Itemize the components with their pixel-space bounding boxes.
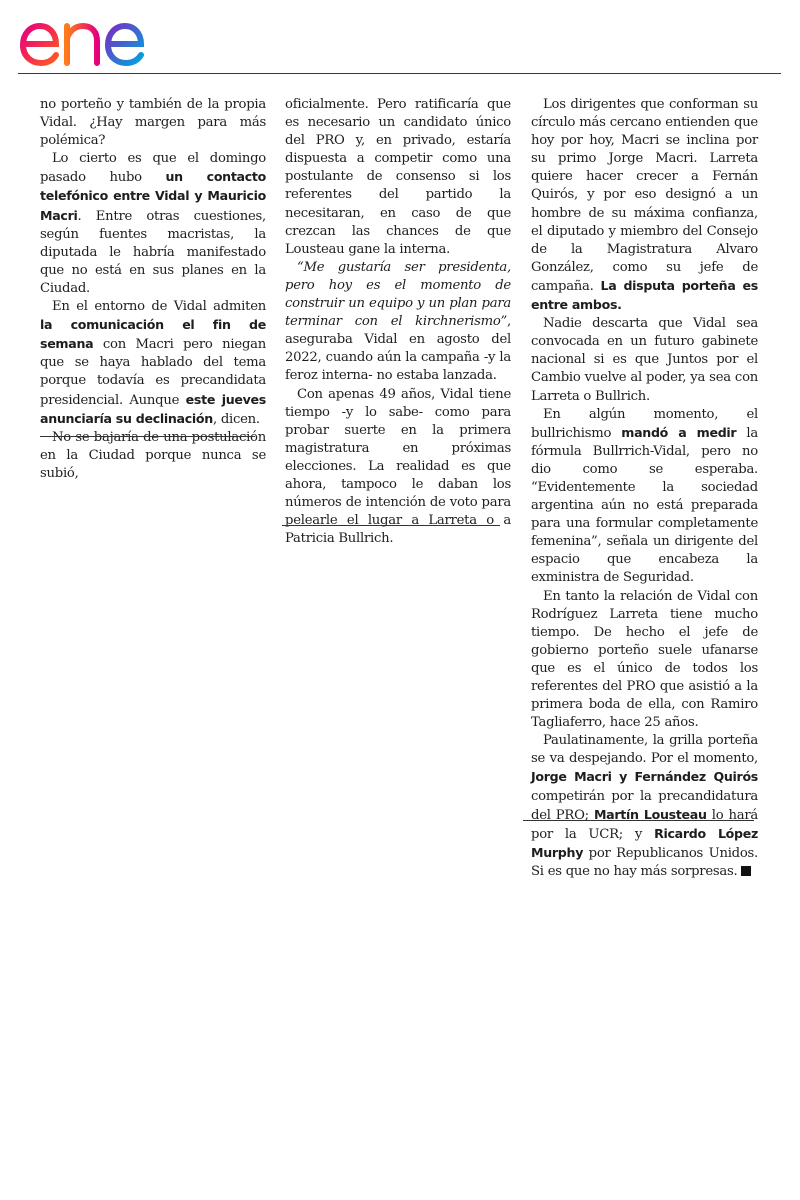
highlight: un contacto telefónico entre Vidal y Mauricio Macri xyxy=(40,169,266,223)
column-3-end-rule xyxy=(523,820,754,821)
enel-logo-text: enel xyxy=(18,6,21,7)
paragraph: Nadie descarta que Vidal sea convocada en un futuro gabinete nacional si es que Juntos por el Cambio vuelve al poder, ya sea con Larreta o Bullrich. xyxy=(531,316,758,404)
highlight: Martín Lousteau xyxy=(593,806,707,822)
highlight: La disputa porteña es entre ambos. xyxy=(531,277,758,313)
header-divider xyxy=(18,73,781,74)
article-column-3 xyxy=(531,96,758,881)
paragraph: En algún momento, el bullrichismo mandó a medir la fórmula Bullrrich-Vidal, pero no dio como se esperaba. “Evidentemente la sociedad argentina aún no está preparada para una formular completamente femenina”, señala un dirigente del espacio que encabeza la exministra de Seguridad. xyxy=(531,406,758,586)
paragraph: Lo cierto es que el domingo pasado hubo un contacto telefónico entre Vidal y Mauricio Macri. Entre otras cuestiones, según fuentes macristas, la diputada le habría manifestado que no está en sus planes en la Ciudad. xyxy=(40,151,266,296)
paragraph: Paulatinamente, la grilla porteña se va despejando. Por el momento, Jorge Macri y Fernández Quirós competirán por la precandidatura del PRO; Martín Lousteau lo hará por la UCR; y Ricardo López Murphy por Republicanos Unidos. Si es que no hay más sorpresas. xyxy=(531,733,759,879)
paragraph: En tanto la relación de Vidal con Rodríguez Larreta tiene mucho tiempo. De hecho el jefe de gobierno porteño suele ufanarse que es el único de todos los referentes del PRO que asistió a la primera boda de ella, con Ramiro Tagliaferro, hace 25 años. xyxy=(531,588,758,731)
paragraph: no porteño y también de la propia Vidal. ¿Hay margen para más polémica? xyxy=(40,97,266,149)
quote: “Me gustaría ser presidenta, pero hoy es el momento de construir un equipo y un plan para terminar con el kirchnerismo” xyxy=(285,259,511,330)
paragraph: No se bajaría de una postulación en la Ciudad porque nunca se subió, xyxy=(40,429,266,481)
paragraph: Con apenas 49 años, Vidal tiene tiempo -y lo sabe- como para probar suerte en la primera magistratura en próximas elecciones. La realidad es que ahora, tampoco le daban los números de intención de voto para pelearle el lugar a Larreta o a Patricia Bullrich. xyxy=(285,386,511,547)
highlight: la comunicación el fin de semana xyxy=(40,317,266,352)
highlight: mandó a medir xyxy=(621,424,737,440)
column-1-end-rule xyxy=(40,436,255,437)
highlight: Ricardo López Murphy xyxy=(531,825,759,860)
end-of-article-mark xyxy=(741,866,751,876)
article-column-1 xyxy=(40,96,266,483)
highlight: este jueves anunciaría su declinación xyxy=(40,391,266,426)
paragraph: oficialmente. Pero ratificaría que es necesario un candidato único del PRO y, en privado, estaría dispuesta a competir como una postulante de consenso si los referentes del partido la necesitaran, en caso de que crezcan las chances de que Lousteau gane la interna. xyxy=(285,97,511,257)
paragraph: Los dirigentes que conforman su círculo más cercano entienden que hoy por hoy, Macri se inclina por su primo Jorge Macri. Larreta quiere hacer crecer a Fernán Quirós, y por eso designó a un hombre de su máxima confianza, el diputado y miembro del Consejo de la Magistratura Alvaro González, como su jefe de campaña. La disputa porteña es entre ambos. xyxy=(531,97,758,313)
enel-logo xyxy=(18,6,180,68)
quote-paragraph: “Me gustaría ser presidenta, pero hoy es el momento de construir un equipo y un plan para terminar con el kirchnerismo”, aseguraba Vidal en agosto del 2022, cuando aún la campaña -y la feroz interna- no estaba lanzada. xyxy=(285,259,511,384)
column-2-end-rule xyxy=(282,525,500,526)
article-column-2 xyxy=(285,96,511,548)
highlight: Jorge Macri y Fernández Quirós xyxy=(531,769,758,785)
paragraph: En el entorno de Vidal admiten la comunicación el fin de semana con Macri pero niegan que se haya hablado del tema porque todavía es precandidata presidencial. Aunque este jueves anunciaría su declinación, dicen. xyxy=(40,299,266,427)
